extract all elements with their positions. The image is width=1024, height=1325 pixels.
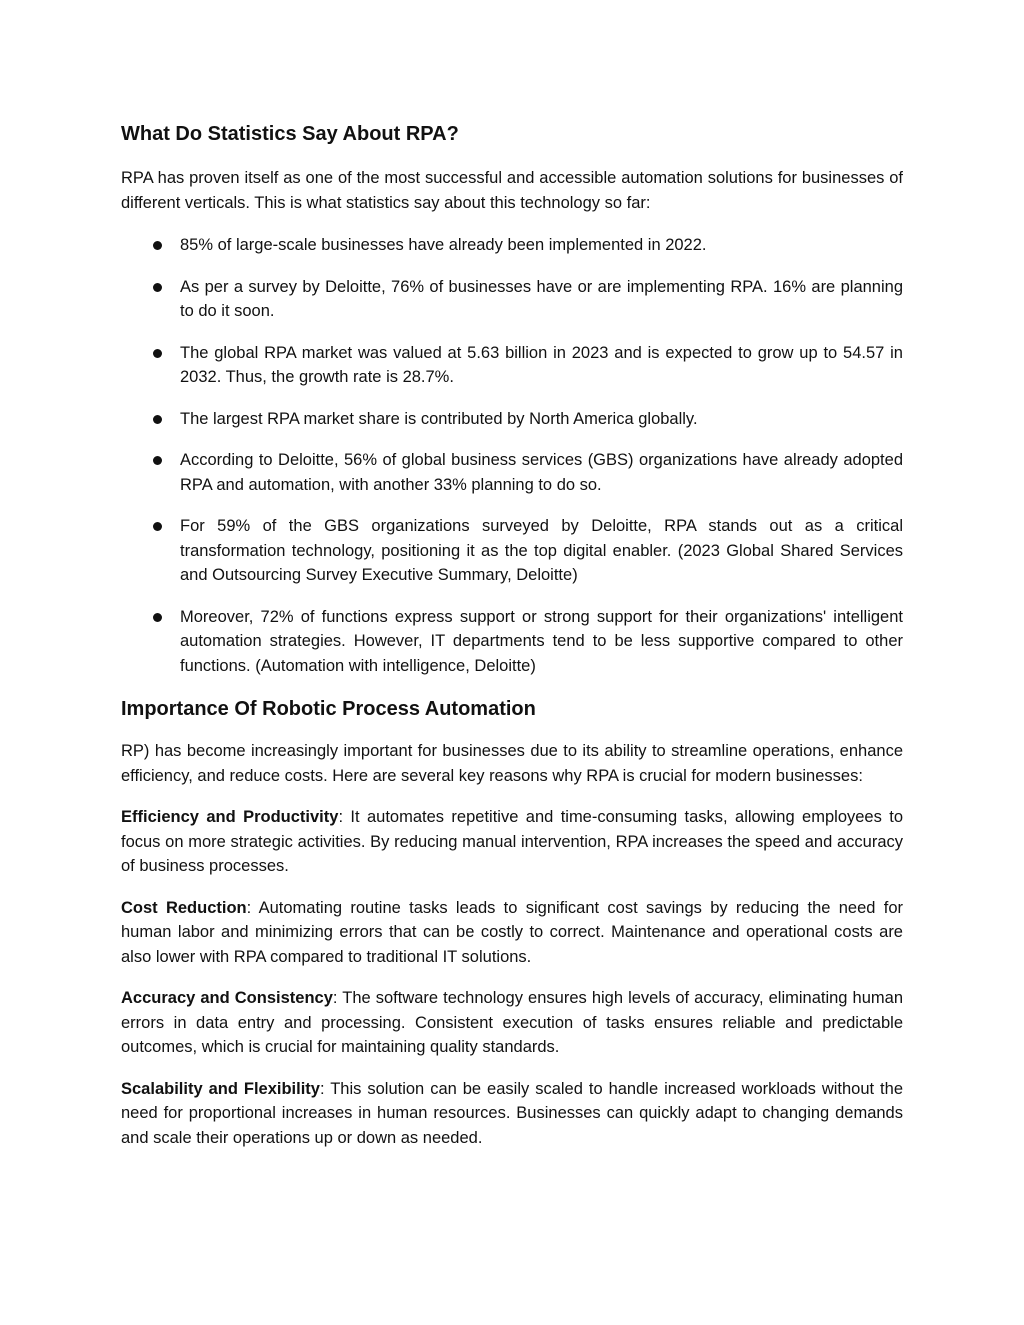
bullet-icon xyxy=(153,456,162,465)
list-item xyxy=(121,448,903,497)
bullet-icon xyxy=(153,283,162,292)
list-item-text: According to Deloitte, 56% of global business services (GBS) organizations have already adopted RPA and automation, with another 33% planning to do so. xyxy=(180,451,903,494)
section-heading-statistics: What Do Statistics Say About RPA? xyxy=(121,123,459,145)
paragraph-efficiency xyxy=(121,805,903,879)
list-item-text: The global RPA market was valued at 5.63 billion in 2023 and is expected to grow up to 54.57 in 2032. Thus, the growth rate is 28.7%. xyxy=(180,343,903,386)
list-item-text: As per a survey by Deloitte, 76% of businesses have or are implementing RPA. 16% are planning to do it soon. xyxy=(180,277,903,320)
term-description: : Automating routine tasks leads to significant cost savings by reducing the need for human labor and minimizing errors that can be costly to correct. Maintenance and operational costs are also lower with RPA compared to traditional IT solutions. xyxy=(121,898,903,966)
term-label: Efficiency and Productivity xyxy=(121,808,339,826)
term-label: Accuracy and Consistency xyxy=(121,989,333,1007)
list-item-text: For 59% of the GBS organizations surveyed by Deloitte, RPA stands out as a critical transformation technology, positioning it as the top digital enabler. (2023 Global Shared Services and Outsourcing Survey Executive Summary, Deloitte) xyxy=(180,517,903,584)
bullet-icon xyxy=(153,241,162,250)
importance-intro-paragraph: RP) has become increasingly important for businesses due to its ability to streamline operations, enhance efficiency, and reduce costs. Here are several key reasons why RPA is crucial for modern businesses: xyxy=(121,742,903,785)
list-item xyxy=(121,233,903,258)
list-item xyxy=(121,407,903,432)
bullet-icon xyxy=(153,415,162,424)
list-item xyxy=(121,605,903,679)
list-item xyxy=(121,275,903,324)
bullet-icon xyxy=(153,349,162,358)
list-item-text: Moreover, 72% of functions express support or strong support for their organizations' intelligent automation strategies. However, IT departments tend to be less supportive compared to other functions. (Automation with intelligence, Deloitte) xyxy=(180,607,903,675)
bullet-icon xyxy=(153,522,162,531)
list-item xyxy=(121,341,903,390)
section-heading-importance: Importance Of Robotic Process Automation xyxy=(121,698,536,720)
term-description: : It automates repetitive and time-consuming tasks, allowing employees to focus on more strategic activities. By reducing manual intervention, RPA increases the speed and accuracy of business processes. xyxy=(121,808,904,875)
statistics-bullet-list xyxy=(121,233,903,678)
list-item-text: The largest RPA market share is contributed by North America globally. xyxy=(180,409,698,428)
paragraph-cost-reduction xyxy=(121,896,903,970)
term-description: : The software technology ensures high levels of accuracy, eliminating human errors in data entry and processing. Consistent execution of tasks ensures reliable and predictable outcomes, which is crucial for maintaining quality standards. xyxy=(121,989,903,1056)
list-item xyxy=(121,514,903,588)
statistics-intro-paragraph: RPA has proven itself as one of the most successful and accessible automation solutions for businesses of different verticals. This is what statistics say about this technology so far: xyxy=(121,169,903,212)
paragraph-scalability xyxy=(121,1077,903,1151)
term-label: Cost Reduction xyxy=(121,898,247,917)
paragraph-accuracy xyxy=(121,986,903,1060)
list-item-text: 85% of large-scale businesses have already been implemented in 2022. xyxy=(180,236,707,254)
term-description: : This solution can be easily scaled to handle increased workloads without the need for proportional increases in human resources. Businesses can quickly adapt to changing demands and scale their operations up or down as needed. xyxy=(121,1079,903,1147)
term-label: Scalability and Flexibility xyxy=(121,1079,320,1098)
bullet-icon xyxy=(153,613,162,622)
